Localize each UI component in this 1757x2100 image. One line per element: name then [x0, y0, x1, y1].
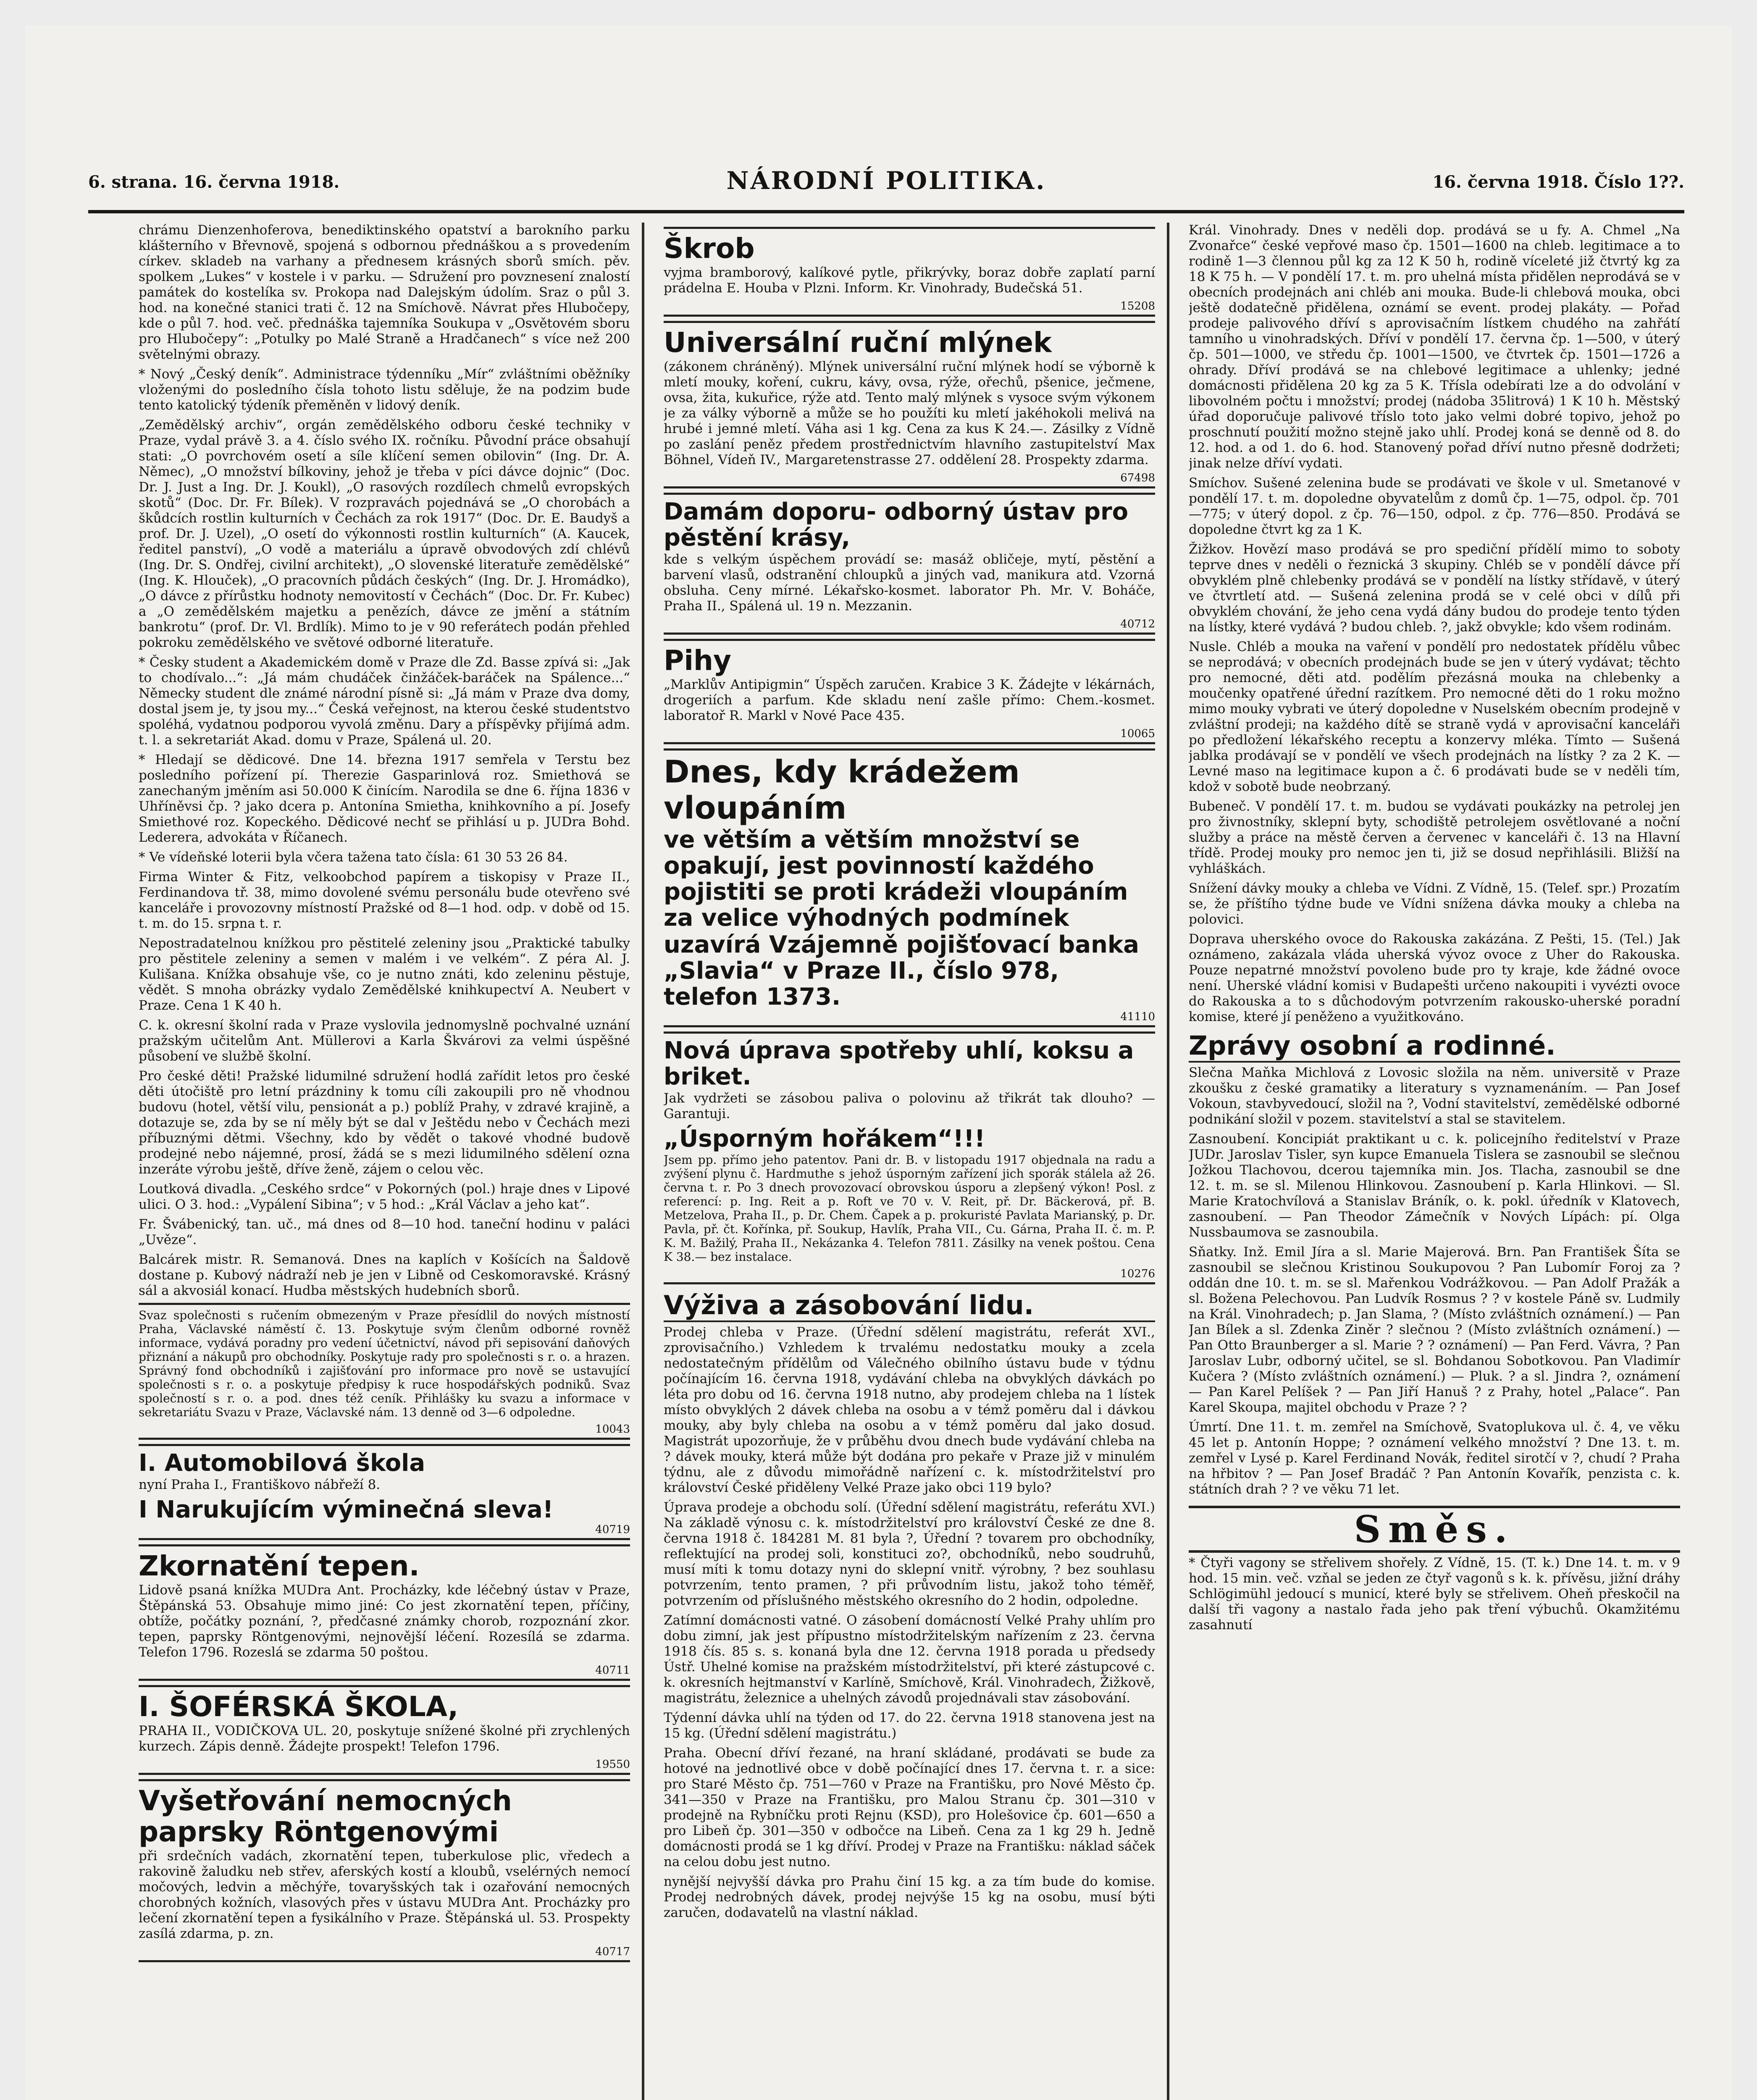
ad-number: 10276 [1120, 1268, 1155, 1280]
ad-number: 41110 [1120, 1011, 1155, 1023]
article-paragraph: * Ve vídeňské loterii byla včera tažena tato čísla: 61 30 53 26 84. [139, 850, 568, 865]
column-2 [664, 223, 1155, 2100]
ad-number: 40711 [595, 1664, 630, 1677]
ad-number: 15208 [1120, 300, 1155, 312]
article-paragraph: Nusle. Chléb a mouka na vaření v pondělí pro nedostatek přídělu vůbec se neprodává; v obecních prodejnách bude se jen v úterý vydávat; těchto pro nemocné, děti atd. podělím přezásná mouka na chlebenky a moučenky opatřené úřední razítkem. Pro nemocné děti do 1 roku možno mimo mouky vybrati ve úterý dopoledne v Nuselském obecním prodejně v zvláštní prodeji; na každého dítě se straně vydá v aprovisační kanceláři po předložení lékařského receptu a konzervy mléka. Tímto — Sušená jablka prodávají se v pondělí ve všech prodejnách na lístky ? za 2 K. — Levné maso na legitimace kupon a č. 6 prodávati bude se v neděli tím, kdož v sobotě bude neobrzaný. [1189, 639, 1680, 794]
ad-number: 40717 [595, 1945, 630, 1958]
article-paragraph: * Česky student a Akademickém domě v Praze dle Zd. Basse zpívá si: „Jak to chodívalo...“: „Já mám chudáček činžáček-baráček na Spálence...“ Německy student dle známé národní písně si: „Já mám v Praze dva domy, dostal jsem je, ty jsou my...“ Česká veřejnost, na kterou české studentstvo spoléhá, vydatnou podporou vyvolá změnu. Dary a příspěvky přijímá adm. t. l. a sekretariát Akad. domu v Praze, Spálená ul. 20. [139, 655, 630, 748]
ad-text: kde s velkým úspěchem provádí se: masáž obličeje, mytí, pěstění a barvení vlasů, odstranění chloupků a jiných vad, manikura atd. Vzorná obsluha. Ceny mírné. Lékařsko-kosmet. laborator Ph. Mr. V. Boháče, Praha II., Spálená ul. 19 n. Mezzanin. [664, 552, 1155, 614]
article-paragraph: „Zemědělský archiv“, orgán zemědělského odboru české techniky v Praze, vydal právě 3. a 4. číslo svého IX. ročníku. Původní práce obsahují stati: „O povrchovém osetí a síle klíčení semen obilovin“ (Ing. Dr. A. Němec), „O množství bílkoviny, jehož je třeba v píci dávce dojnic“ (Doc. Dr. J. Just a Ing. Dr. J. Koukl), „O rasových rozdílech chmelů evropských skotů“ (Doc. Dr. Fr. Bílek). V rozpravách pojednává se „O chorobách a škůdcích rostlin kulturních v Čechách za rok 1917“ (Doc. Dr. E. Baudyš a prof. Dr. J. Uzel), „O osetí do výkonnosti rostlin kulturních“ (A. Kaucek, ředitel panství), „O vodě a materiálu a úpravě obvodových zdí chlévů (Ing. Dr. S. Ondřej, civilní architekt), „O slovenské literatuře zemědělské“ (Ing. K. Hlouček), „O pracovních půdách českých“ (Ing. Dr. J. Hromádko), „O dávce z přírůstku hodnoty nemovitostí v Čechách“ (Doc. Dr. Fr. Kubec) a „O zemědělském majetku a penězích, dávce ze jmění a státním bankrotu“ (prof. Dr. Vl. Brdlík). Mimo to je v 90 referátech podán přehled pokroku zemědělského ve světové odborné literatuře. [139, 417, 630, 650]
column-rule [642, 223, 644, 2100]
ad-headline: Universální ruční mlýnek [664, 326, 1052, 359]
article-paragraph: Sňatky. Inž. Emil Jíra a sl. Marie Majerová. Brn. Pan František Šíta se zasnoubil se slečnou Kristinou Soukupovou ? Pan Lubomír Foroj za ? oddán dne 10. t. m. se sl. Mařenkou Vodrážkovou. — Pan Adolf Pražák a sl. Božena Pelechovou. Pan Ludvík Rosmus ? ? v kostele Páně sv. Ludmily na Král. Vinohradech; p. Jan Slama, ? (Místo zvláštních oznámení.) — Pan Jan Bílek a sl. Zdenka Ziněr ? slečnou ? (Místo zvláštních oznámení.) — Pan Otto Braunberger a sl. Marie ? ? oznámení) — Pan Ferd. Vávra, ? Pan Jaroslav Lubr, odborný učitel, se sl. Bohdanou Sobotkovou. Pan Vladimír Kučera ? (Místo zvláštních oznámení.) — Pluk. ? a sl. Jindra ?, oznámení — Pan Karel Pelíšek ? — Pan Jiří Hanuš ? z Prahy, hotel „Palace“. Pan Karel Skoupa, majitel obchodu v Praze ? ? [1189, 1244, 1680, 1415]
ad-headline: Škrob [664, 232, 755, 265]
ad-headline: Damám doporu- odborný ústav pro pěstění krásy, [664, 498, 1129, 551]
section-heading: Směs. [1189, 1506, 1680, 1553]
article-paragraph: Úprava prodeje a obchodu solí. (Úřední sdělení magistrátu, referátu XVI.) Na základě výnosu c. k. místodržitelství pro království České ze dne 8. června 1918 č. 184281 M. 81 byla ?, Úřední ? tovarem pro obchodníky, reflektující na prodej soli, konstituci zo?, obchodníků, nebo soudruhů, musí míti k tomu dotazy nyni do sklepní vnitř. výrobny, ? bez souhlasu potvrzením, tento pramen, ? při průvodním listu, jakož toho téměř, potvrzením od příslušného městského okresního do 2 hodin, odpoledne. [664, 1500, 1155, 1608]
ad-text: nyní Praha I., Františkovo nábřeží 8. [139, 1477, 381, 1492]
article-paragraph: Prodej chleba v Praze. (Úřední sdělení magistrátu, referát XVI., zprovisačního.) Vzhledem k trvalému nedostatku mouky a zcela nedostatečným přídělům od Válečného obilního ústavu bude v týdnu počínajícím 16. června 1918, vydávání chleba na obvyklých dávkách po léta pro dobu od 16. června 1918 nutno, aby prodejem chleba na 1 lístek místo obvyklých 2 dávek chleba na osobu a v témž poměru dal i dávkou mouky, aby byly chleba na osobu a v témž poměru dal jako dosud. Magistrát upozorňuje, že v průběhu dvou dnech bude vydávání chleba na ? dávek mouky, která může být dodána pro pekaře v Praze již v minulém týdnu, ale z důvodu mimořádně nařízení c. k. místodržitelství pro království České přiděleny Velké Praze jako obci 119 bylo? [664, 1325, 1155, 1495]
ad-number: 40719 [595, 1523, 630, 1536]
ad-headline: Zkornatění tepen. [139, 1550, 420, 1582]
ad-headline: uzavírá Vzájemně pojišťovací banka „Slavia“ v Praze II., číslo 978, telefon 1373. [664, 931, 1139, 1011]
advertisement-zkornateni [139, 1544, 630, 1681]
article-paragraph: Pro české děti! Pražské lidumilné sdružení hodlá zařídit letos pro české děti útočiště pro letní prázdniny k tomu cíli zakoupili pro ně vhodnou budovu (hotel, větší vilu, pensionát a p.) poblíž Prahy, v zdravé krajině, a dotazuje se, zda by se ní měly být se dal v Ještědu nebo v Čechách mezi příbuznými dětmi. Všechny, kdo by vědět o takové vhodné budově prodejné nebo nájemné, prosí, žádá se s mezi lidumilného sdělení ozna inzeráte výrobu ještě, dříve ženě, zájem o celou věc. [139, 1068, 630, 1177]
column-1 [139, 223, 630, 2100]
advertisement-krasa [664, 493, 1155, 635]
article-paragraph: * Hledají se dědicové. Dne 14. března 1917 semřela v Terstu bez posledního pořízení pí. Therezie Gasparinlová roz. Smiethová se zanechaným jměním asi 50.000 K činícím. Narodila se dne 6. října 1836 v Uhříněvsi čp. ? jako dcera p. Antonína Smietha, knihkovního a pí. Josefy Smiethové roz. Kopeckého. Dědicové nechť se přihlásí u p. JUDra Bohd. Lederera, advokáta v Říčanech. [139, 752, 630, 845]
article-paragraph: C. k. okresní školní rada v Praze vyslovila jednomyslně pochvalné uznání pražským učitelům Ant. Müllerovi a Karla Škvárovi za velmi úspěšné působení ve službě školní. [139, 1018, 630, 1064]
advertisement-uhli [664, 1032, 1155, 1284]
article-paragraph: Žižkov. Hovězí maso prodává se pro spediční přídělí mimo to soboty teprve dnes v neděli o řeznická 3 skupiny. Chléb se v pondělí dávce pří obvyklém plně chlebenky prodává se v pondělí na lístky střídavě, v úterý ve čtvrtletí atd. — Sušená zelenina prodá se v celé obci v dílů při obvyklém chování, že jeho cena vydá dány budou do prodeje tento týden na lístky, které vydává ? budou chleb. ?, jakž obvykle; kdo všem rodinám. [1189, 542, 1680, 635]
article-paragraph: Snížení dávky mouky a chleba ve Vídni. Z Vídně, 15. (Telef. spr.) Prozatím se, že příštího týdne bude ve Vídni snížena dávka mouky a chleba na polovici. [1189, 881, 1680, 927]
ad-text: při srdečních vadách, zkornatění tepen, tuberkulose plic, vředech a rakovině žaludku neb střev, aferských kostí a kloubů, vselérných nemocí močových, ledvin a měchýře, tovaryšských tak i ozařování nemocných chorobných kožních, vlasových přes v ústavu MUDra Ant. Procházky pro lečení zkornatění tepen a fysikálního v Praze. Štěpánská ul. 53. Prospekty zasílá zdarma, p. zn. [139, 1848, 630, 1941]
ad-headline: Dnes, kdy krádežem vloupáním [664, 754, 1020, 826]
article-paragraph: * Čtyři vagony se střelivem shořely. Z Vídně, 15. (T. k.) Dne 14. t. m. v 9 hod. 15 min. več. vzňal se jeden ze čtyř vagonů s k. k. přívěsu, jižní dráhy Schlögimühl jedoucí s municí, které byly se střelivem. Oheň přeskočil na další tři vagony a nastalo řada jeho pak tření výbuchů. Okamžitému zasahnutí [1189, 1555, 1680, 1633]
article-paragraph: Firma Winter & Fitz, velkoobchod papírem a tiskopisy v Praze II., Ferdinandova tř. 38, mimo dovolené svému personálu bude otevřeno své kanceláře i provozovny místností Pražské od 8—1 hod. odp. v době od 15. t. m. do 15. srpna t. r. [139, 869, 630, 931]
article-paragraph: Zasnoubení. Koncipiát praktikant u c. k. policejního ředitelství v Praze JUDr. Jaroslav Tisler, syn kupce Emanuela Tislera se zasnoubil se slečnou Jožkou Tlachovou, dcerou tajemníka min. Jos. Tlacha, zasnoubil se dne 12. t. m. se sl. Milenou Hlinkovou. Zasnoubení p. Karla Hlinkovi. — Sl. Marie Kratochvílová a Stanislav Bráník, o. k. pokl. úředník v Klatovech, zasnoubení. — Pan Theodor Zámečník v Nových Lípách: pí. Olga Nussbaumova se zasnoubila. [1189, 1131, 1680, 1240]
masthead-title: NÁRODNÍ POLITIKA. [726, 166, 1046, 195]
column-3 [1189, 223, 1680, 2100]
ad-number: 67498 [1120, 472, 1155, 484]
advertisement-pihy [664, 639, 1155, 744]
ad-headline: Pihy [664, 644, 732, 677]
article-paragraph: nynější nejvyšší dávka pro Prahu činí 15 kg. a za tím bude do komise. Prodej nedrobných dávek, prodej nejvýše 15 kg na osobu, musí býti zaručen, dodavatelů na vlastní náklad. [664, 1874, 1155, 1920]
article-paragraph: Týdenní dávka uhlí na týden od 17. do 22. června 1918 stanovena jest na 15 kg. (Úřední sdělení magistrátu.) [664, 1710, 1155, 1741]
ad-number: 19550 [595, 1758, 630, 1771]
ad-text: PRAHA II., VODIČKOVA UL. 20, poskytuje snížené školné při zrychlených kurzech. Zápis denně. Žádejte prospekt! Telefon 1796. [139, 1723, 630, 1754]
article-paragraph: Loutková divadla. „Ceského srdce“ v Pokorných (pol.) hraje dnes v Lipové ulici. O 3. hod.: „Vypálení Sibina“; v 5 hod.: „Král Václav a jeho kat“. [139, 1181, 630, 1212]
ad-subheadline: ve větším a větším množství se opakují, jest povinností každého pojistiti se proti krádeži vloupáním za velice výhodných podmínek [664, 826, 1128, 932]
advertisement-autoskola [139, 1444, 630, 1540]
running-header [88, 164, 1684, 213]
notice-text: Svaz společnosti s ručením obmezeným v Praze přesídlil do nových místností Praha, Václavské náměstí č. 13. Poskytuje svým členům odborné rovněž informace, vydává poradny pro vedení účetnictví, návod při sepisování daňových přiznání a nákupů pro obchodníky. Poskytuje rady pro společnosti s r. o. a hrazen. Správný fond obchodníků i zajišťování pro informace pro nově se ustavující společnosti s r. o. a poskytuje předpisy k ruce hospodářských podniků. Svaz společností s r. o. a pod. dnes též ceník. Přihlášky ku svazu a informace v sekretariátu Svazu v Praze, Václavské nám. 13 denně od 3—6 odpoledne. [139, 1308, 630, 1419]
section-heading: Zprávy osobní a rodinné. [1189, 1031, 1680, 1063]
article-paragraph: Fr. Švábenický, tan. uč., má dnes od 8—10 hod. taneční hodinu v paláci „Uvěze“. [139, 1217, 630, 1247]
ad-headline: Vyšetřování nemocných paprsky Röntgenovými [139, 1785, 512, 1848]
advertisement-rontgen [139, 1779, 630, 1962]
ad-headline: Nová úprava spotřeby uhlí, koksu a briket. [664, 1037, 1134, 1090]
article-paragraph: Nepostradatelnou knížkou pro pěstitelé zeleniny jsou „Praktické tabulky pro pěstitele zeleniny a semen v malém i ve velkém“. Z péra Al. J. Kulišana. Knížka obsahuje vše, co je nutno znáti, kdo zeleninu pěstuje, vědět. S mnoha obrázky vydalo Zemědělské knihkupectví A. Neubert v Praze. Cena 1 K 40 h. [139, 936, 630, 1013]
ad-text: vyjma bramborový, kalíkové pytle, přikrývky, boraz dobře zaplatí parní prádelna E. Houba v Plzni. Inform. Kr. Vinohrady, Budečská 51. [664, 265, 1155, 296]
ad-number: 40712 [1120, 618, 1155, 630]
ad-headline: I. Automobilová škola [139, 1449, 425, 1477]
newspaper-page [25, 25, 1732, 2100]
ad-number: 10065 [1120, 727, 1155, 740]
ad-text: Lidově psaná knížka MUDra Ant. Procházky, kde léčebný ústav v Praze, Štěpánská 53. Obsahuje mimo jiné: Co jest zkornatění tepen, příčiny, obtíže, počátky poznání, ?, předčasné známky chorob, rozpoznání zkor. tepen, paprsky Röntgenovými, nejnovější léčení. Rozesílá se zdarma. Telefon 1796. Rozeslá se zdarma 50 poštou. [139, 1583, 630, 1660]
article-paragraph: Smíchov. Sušené zelenina bude se prodávati ve škole v ul. Smetanové v pondělí 17. t. m. dopoledne obyvatelům z domů čp. 1—75, odpol. čp. 701—775; v úterý dopol. z čp. 76—150, odpol. z čp. 776—850. Prodává se dopoledne čtvrt kg za 1 K. [1189, 475, 1680, 537]
advertisement-mlynek [664, 321, 1155, 488]
page-info-left: 6. strana. 16. června 1918. [88, 172, 340, 192]
article-paragraph: Bubeneč. V pondělí 17. t. m. budou se vydávati poukázky na petrolej jen pro živnostníky, sklepní byty, schodiště petrolejem osvětlované a noční služby a práce na městě červen a červenec v kanceláři č. 13 na Hlavní třídě. Prodej mouky pro nemoc jen ti, již se dosud nepřihlásili. Bližší na vyhláškách. [1189, 799, 1680, 876]
ad-highlight: „Úsporným hořákem“!!! [664, 1125, 985, 1152]
advertisement-soferska-skola [139, 1685, 630, 1775]
ad-headline: I Narukujícím výminečná sleva! [139, 1496, 554, 1523]
article-paragraph: Slečna Maňka Michlová z Lovosic složila na něm. universitě v Praze zkoušku z české gramatiky a literatury s vyznamenáním. — Pan Josef Vokoun, stavbyvedoucí, složil na ?, Vodní stavitelství, zemědělské odborné podnikání složil v pozem. stavitelství a stal se stavitelem. [1189, 1065, 1680, 1127]
ad-text: Jsem pp. přímo jeho patentov. Pani dr. B. v listopadu 1917 objednala na radu a zvýšení plynu č. Hardmuthe s jehož úsporným zařízení jich sporák stálela až 26. června t. r. Po 3 dnech provozovací obrovskou úsporu a zlepšený výkon! Posl. z referencí: p. Ing. Reit a p. Roft ve 70 v. V. Reit, př. Dr. Bäckerová, př. B. Metzelova, Praha II., p. Dr. Chem. Čapek a p. prokuristé Pavlata Marianský, p. Dr. Pavla, př. čt. Kořínka, př. Soukup, Havlík, Praha VII., Cu. Gárna, Praha II. č. m. P. K. M. Bažilý, Praha II., Nekázanka 4. Telefon 7811. Zásilky na venek poštou. Cena K 38.— bez instalace. [664, 1153, 1155, 1264]
ad-headline: I. ŠOFÉRSKÁ ŠKOLA, [139, 1690, 459, 1723]
advertisement-slavia [664, 748, 1155, 1027]
article-paragraph: Zatímní domácnosti vatné. O zásobení domácností Velké Prahy uhlím pro dobu zimní, jak jest přípustno místodržitelským nařízením z 23. června 1918 čís. 85 s. s. konaná byla dne 12. června 1918 porada u předsedy Ústř. Uhelné komise na pražském místodržitelství, při které zástupcové c. k. okresních hejtmanství v Karlíně, Smíchově, Král. Vinohradech, Žižkově, magistrátu, železnice a uhelných závodů projednávali stav zásobování. [664, 1613, 1155, 1706]
ad-text: Jak vydržeti se zásobou paliva o polovinu až třikrát tak dlouho? — Garantuji. [664, 1091, 1155, 1121]
article-paragraph: Praha. Obecní dříví řezané, na hraní skládané, prodávati se bude za hotové na jednotlivé obce v době počínající dnes 17. června t. r. a sice: pro Staré Město čp. 751—760 v Praze na Františku, pro Nové Město čp. 341—350 v Praze na Františku, pro Malou Stranu čp. 301—310 v prodejně na Rybníčku proti Rejnu (KSD), pro Holešovice čp. 601—650 a pro Libeň čp. 301—350 v odbočce na Libeň. Cena za 1 kg 29 h. Jedně domácnosti prodá se 1 kg dříví. Prodej v Praze na Františku: náklad sáček na celou dobu jest nutno. [664, 1746, 1155, 1869]
article-paragraph: * Nový „Český deník“. Administrace týdenníku „Mír“ zvláštními oběžníky vloženými do posledního čísla tohoto listu sděluje, že na podzim bude tento katolický týdeník přeměněn v lidový deník. [139, 367, 630, 413]
article-paragraph: Úmrtí. Dne 11. t. m. zemřel na Smíchově, Svatoplukova ul. č. 4, ve věku 45 let p. Antonín Hoppe; ? oznámení velkého množství ? Dne 13. t. m. zemřel v Lysé p. Karel Ferdinand Novák, ředitel sirotčí v ?, chudí ? Praha na hřbitov ? — Pan Josef Bradáč ? Pan Antonín Kovařík, penzista c. k. státních drah ? ? ve věku 71 let. [1189, 1420, 1680, 1497]
ad-number: 10043 [595, 1423, 630, 1436]
article-paragraph: chrámu Dienzenhoferova, benediktinského opatství a barokního parku klášterního v Břevnově, spojená s odbornou přednáškou a s provedením církev. skladeb na varhany a přednesem krásných sborů smích. pěv. spolkem „Lukes“ v kostele i v parku. — Sdružení pro povznesení znalostí památek do kostelíka sv. Prokopa nad Dalejským údolím. Sraz o půl 3. hod. na konečné stanici trati č. 12 na Smíchově. Návrat přes Hlubočepy, kde o půl 7. hod. več. přednáška tajemníka Soukupa v „Osvětovém sboru pro Hlubočepy“: „Potulky po Malé Straně a Hradčanech“ s více než 200 světelnými obrazy. [139, 223, 630, 362]
article-paragraph: Balcárek mistr. R. Semanová. Dnes na kaplích v Košících na Šaldově dostane p. Kubový nádraží neb je jen v Libně od Ceskomoravské. Krásný sál a akvosiál konací. Hudba městských hudebních sborů. [139, 1252, 630, 1298]
notice-box [139, 1303, 630, 1440]
article-paragraph: Král. Vinohrady. Dnes v neděli dop. prodává se u fy. A. Chmel „Na Zvonařce“ české vepřové maso čp. 1501—1600 na chleb. legitimace a to rodině 1—3 člennou půl kg za 12 K 50 h, rodině víceleté již čtvrtý kg za 18 K 75 h. — V pondělí 17. t. m. pro uhelná místa přidělen neprodává se v obecních prodejnách ani chléb ani mouka. Bude-li chlebová mouka, obci ještě dodatečně přidělena, oznámí se event. prodej plakáty. — Pořad prodeje palivového dříví s aprovisačním lístkem chudého na zahřátí tamního u vinohradských. Dříví v pondělí 17. června čp. 1—500, v úterý čp. 501—1000, ve středu čp. 1001—1500, ve čtvrtek čp. 1501—1726 a ohrady. Dříví prodává se na chlebové legitimace a uhlenky; jedné domácnosti přidělena 20 kg za 5 K. Třísla odebírati lze a do odvolání v libovolném počtu i množství; prodej (nádoba 35litrová) 1 K 10 h. Městský úřad doporučuje palivové tříslo toto jako velmi dobré topivo, jehož po proschnutí použití možno stejně jako uhlí. Prodej koná se denně od 8. do 12. hod. a od 1. do 6. hod. Stanovený pořad dříví nutno přesně dodržeti; jinak nelze dříví vydati. [1189, 223, 1680, 471]
ad-text: „Marklův Antipigmin“ Úspěch zaručen. Krabice 3 K. Žádejte v lékárnách, drogeriích a parfum. Kde skladu není zašle přímo: Chem.-kosmet. laboratoř R. Markl v Nové Pace 435. [664, 677, 1155, 723]
section-heading: Výživa a zásobování lidu. [664, 1290, 1155, 1322]
advertisement-skrob [664, 227, 1155, 317]
column-rule [1167, 223, 1169, 2100]
ad-text: (zákonem chráněný). Mlýnek universální ruční mlýnek hodí se výborně k mletí mouky, koření, cukru, kávy, ovsa, rýže, ořechů, pšenice, ječmene, ovsa, žita, kukuřice, rýže atd. Tento malý mlýnek s vysoce svým výkonem je za války výborně a může se ho použíti ku mletí jakéhokoli melivá na hrubé i jemné mletí. Váha asi 1 kg. Cena za kus K 24.—. Zásilky z Vídně po zaslání peněz předem prostřednictvím hlavního zastupitelství Max Böhnel, Vídeň IV., Margaretenstrasse 27. oddělení 28. Prospekty zdarma. [664, 359, 1155, 467]
article-paragraph: Doprava uherského ovoce do Rakouska zakázána. Z Pešti, 15. (Tel.) Jak oznámeno, zakázala vláda uherská vývoz ovoce z Uher do Rakouska. Pouze nepatrné množství povoleno bude pro ty kraje, kde žádné ovoce není. Uherské vládní komisi v Budapešti určeno nakoupiti i vyvézti ovoce do Rakouska a to s důchodovým potvrzením rakousko-uherské poradní komise, které jí peněženo a využitkováno. [1189, 932, 1680, 1024]
page-info-right: 16. června 1918. Číslo 1??. [1432, 172, 1684, 192]
